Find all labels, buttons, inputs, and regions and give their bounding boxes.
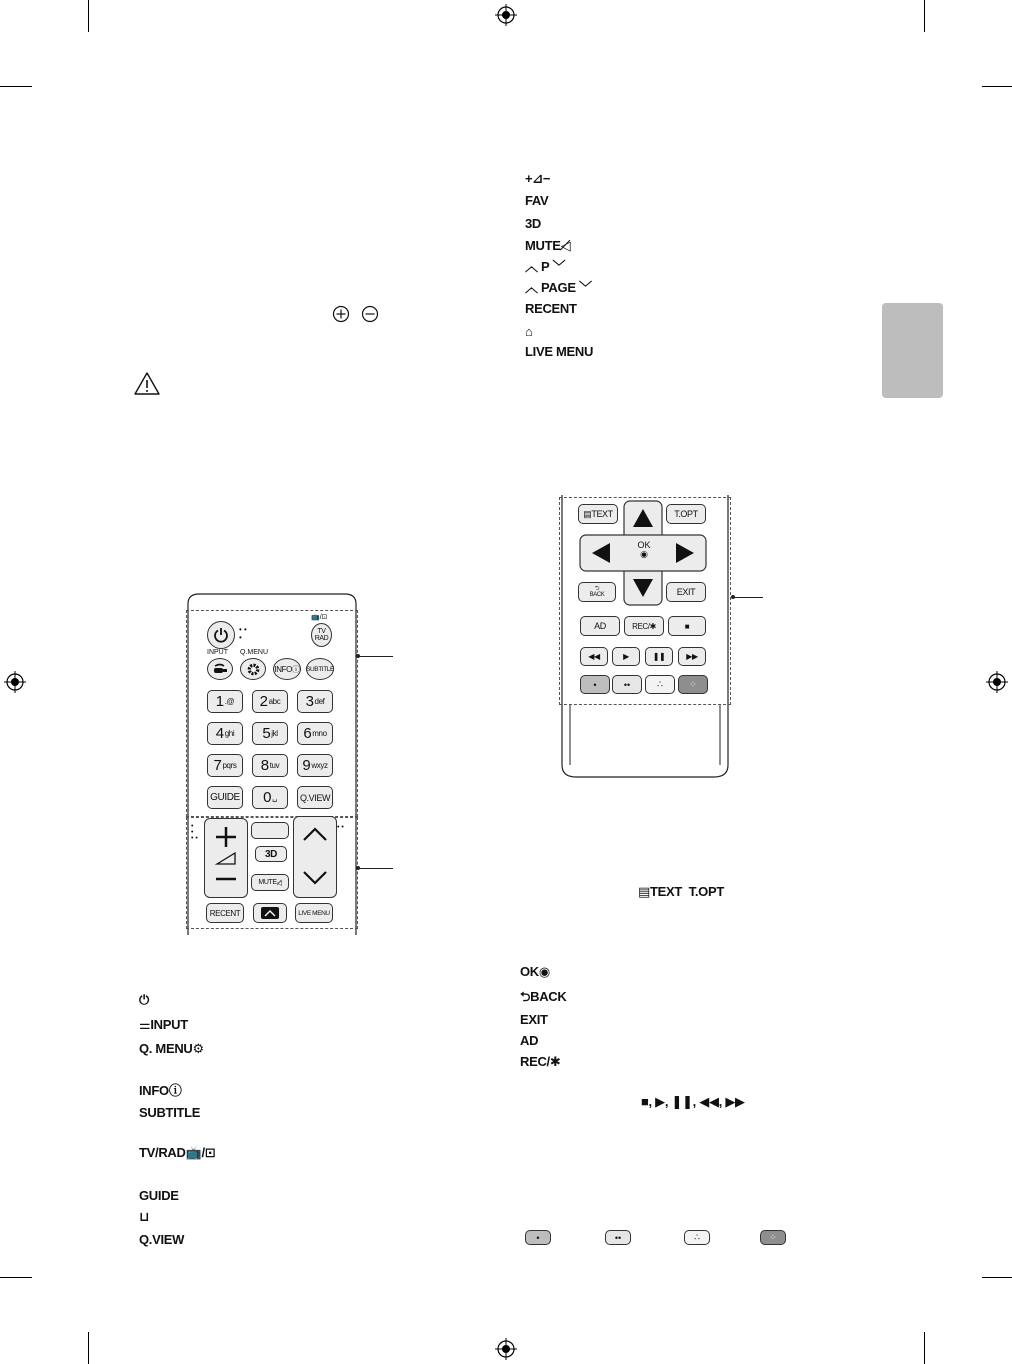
- ok-icon: ◉: [640, 549, 648, 559]
- zero-digit: 0: [263, 789, 272, 806]
- warning-triangle-icon: [133, 371, 161, 396]
- digit-label: 5: [262, 725, 271, 742]
- color-key-icon-3: [684, 1230, 710, 1245]
- key-label: OK: [520, 964, 539, 979]
- key-list-item: [525, 344, 593, 360]
- language-tab: [882, 303, 943, 398]
- crop-mark: [982, 86, 1012, 87]
- color-key-2[interactable]: [612, 675, 642, 694]
- key-list-item: [525, 216, 541, 232]
- key-label: RECENT: [525, 301, 577, 316]
- key-label: EXIT: [520, 1012, 548, 1027]
- home-icon: [260, 906, 280, 920]
- key-list-item: [525, 238, 570, 254]
- space-icon: ␣: [272, 793, 277, 802]
- key-list-item: [139, 992, 149, 1008]
- key-list-item: [139, 1083, 182, 1099]
- qmenu-button[interactable]: [240, 658, 266, 680]
- callout-dot: [731, 595, 735, 599]
- key-list-item: [520, 964, 550, 980]
- key-label: GUIDE: [139, 1188, 179, 1203]
- text-button[interactable]: ▤ TEXT: [578, 504, 618, 524]
- key-label: BACK: [530, 989, 567, 1004]
- key-list-item: [525, 171, 550, 187]
- key-list-item: [525, 301, 577, 317]
- color-key-4-icon: ⁘: [689, 679, 697, 689]
- key-label: +⊿−: [525, 171, 551, 186]
- digit-label: 8: [260, 757, 269, 774]
- back-button[interactable]: [578, 582, 616, 602]
- info-label: INFO: [274, 664, 292, 674]
- volume-icon: [208, 823, 244, 893]
- key-list-item: [520, 1054, 560, 1070]
- digit-button[interactable]: [252, 754, 288, 777]
- digit-button[interactable]: [207, 690, 243, 713]
- qmenu-caption: Q.MENU: [240, 649, 268, 656]
- channel-up-down-icon: [300, 822, 330, 892]
- key-label: FAV: [525, 193, 549, 208]
- volume-button[interactable]: [204, 818, 248, 898]
- text-label: TEXT: [591, 509, 613, 519]
- key-list-item: [525, 324, 533, 340]
- registration-mark-icon: [4, 671, 26, 693]
- color-key-3-icon: ∴: [694, 1232, 700, 1242]
- qview-button[interactable]: Q.VIEW: [297, 786, 333, 809]
- recent-button[interactable]: RECENT: [206, 903, 244, 923]
- crop-mark: [982, 1277, 1012, 1278]
- ok-icon: ◉: [538, 964, 550, 979]
- back-icon: ⮌: [520, 989, 531, 1004]
- tv-radio-icon: 📺/⊡: [311, 614, 328, 621]
- digit-button[interactable]: [297, 754, 333, 777]
- live-menu-button[interactable]: LIVE MENU: [295, 903, 333, 923]
- color-key-1-icon: •: [593, 679, 597, 690]
- power-icon: ⏻: [139, 992, 149, 1007]
- topt-button[interactable]: T.OPT: [666, 504, 706, 524]
- callout-line: [358, 656, 393, 657]
- digit-letters: tuv: [269, 761, 280, 770]
- ok-button[interactable]: [634, 541, 654, 559]
- key-list-item: [520, 1033, 538, 1049]
- text-topt-keys: ▤TEXT T.OPT: [638, 884, 724, 899]
- tv-rad-button[interactable]: TV RAD: [311, 623, 332, 647]
- rewind-button[interactable]: [580, 647, 608, 666]
- crop-mark: [924, 1332, 925, 1364]
- fast-forward-button[interactable]: [678, 647, 706, 666]
- dot-marks: • • • •: [191, 823, 198, 842]
- digit-button[interactable]: [252, 722, 288, 745]
- digit-letters: wxyz: [311, 761, 328, 770]
- input-icon: ⚌: [139, 1017, 151, 1032]
- info-button[interactable]: INFO ⓘ: [273, 658, 301, 680]
- key-list-item: [525, 259, 565, 275]
- rec-button[interactable]: REC/✱: [624, 616, 664, 636]
- key-list-item: [139, 1188, 179, 1204]
- key-label: LIVE MENU: [525, 344, 594, 359]
- home-button[interactable]: [253, 903, 287, 923]
- key-label: MUTE: [525, 238, 561, 253]
- mute-icon: ◁̸: [276, 879, 282, 887]
- key-list-item: [139, 1232, 184, 1248]
- playback-keys: ■, ▶, ❚❚, ◀◀, ▶▶: [641, 1094, 745, 1109]
- home-icon: ⌂: [525, 324, 533, 339]
- input-icon: [212, 663, 228, 675]
- chevron-up-icon: ︿: [525, 280, 542, 295]
- exit-button[interactable]: EXIT: [666, 582, 706, 602]
- key-label: Q. MENU: [139, 1041, 193, 1056]
- callout-line: [733, 597, 763, 598]
- digit-label: 1: [215, 693, 224, 710]
- digit-letters: jkl: [271, 729, 278, 738]
- digit-label: 3: [305, 693, 314, 710]
- color-key-icon-4: [760, 1230, 786, 1245]
- crop-mark: [88, 0, 89, 32]
- digit-label: 7: [213, 757, 222, 774]
- ok-label: OK: [637, 540, 651, 550]
- digit-letters: ghi: [224, 729, 235, 738]
- chevron-up-icon: ︿: [525, 259, 542, 274]
- key-label: SUBTITLE: [139, 1105, 201, 1120]
- key-list-item: [520, 989, 566, 1005]
- gear-icon: [246, 662, 261, 677]
- crop-mark: [88, 1332, 89, 1364]
- color-key-2-icon: ••: [623, 679, 631, 690]
- key-label: P: [541, 259, 550, 274]
- ad-button[interactable]: AD: [580, 616, 620, 636]
- key-label: PAGE: [541, 280, 576, 295]
- color-key-icon-1: [525, 1230, 551, 1245]
- key-list-item: [139, 1145, 215, 1161]
- key-label: Q.VIEW: [139, 1232, 185, 1247]
- key-list-item: [139, 1209, 149, 1225]
- stop-button[interactable]: [668, 616, 706, 636]
- digit-letters: mno: [312, 729, 327, 738]
- input-button[interactable]: [207, 658, 233, 680]
- space-icon: ⊔: [139, 1209, 150, 1224]
- color-key-icon-2: [605, 1230, 631, 1245]
- dot-marks: • • •: [239, 625, 247, 642]
- minus-circle-icon: [361, 305, 379, 323]
- registration-mark-icon: [495, 1338, 517, 1360]
- pause-icon: ❚❚: [652, 652, 666, 661]
- tv-radio-icon: 📺/⊡: [185, 1145, 216, 1160]
- gear-icon: ⚙: [192, 1041, 204, 1056]
- color-key-3-icon: ∴: [657, 679, 663, 689]
- subtitle-button[interactable]: SUBTITLE: [306, 658, 334, 680]
- fav-button[interactable]: [251, 822, 289, 839]
- key-list-item: [525, 193, 548, 209]
- input-caption: INPUT: [207, 649, 228, 656]
- digit-letters: .@: [224, 697, 235, 706]
- topt-key-label: T.OPT: [688, 884, 724, 899]
- color-key-3[interactable]: [645, 675, 675, 694]
- text-key-label: TEXT: [649, 884, 683, 899]
- callout-dot: [356, 866, 360, 870]
- key-list-item: [525, 280, 592, 296]
- key-list-item: [139, 1041, 204, 1057]
- back-label: BACK: [589, 592, 605, 598]
- color-key-1[interactable]: [580, 675, 610, 694]
- crop-mark: [924, 0, 925, 32]
- digit-label: 6: [303, 725, 312, 742]
- digit-button[interactable]: [297, 690, 333, 713]
- rewind-icon: ◀◀: [588, 652, 600, 661]
- callout-dot: [356, 654, 360, 658]
- plus-circle-icon: [332, 305, 350, 323]
- power-button[interactable]: [207, 621, 235, 649]
- mute-label: MUTE: [258, 879, 277, 886]
- mute-icon: ◁̸: [560, 238, 571, 253]
- power-icon: [213, 627, 229, 643]
- dot-marks: • •: [337, 824, 344, 831]
- key-list-item: [520, 1012, 548, 1028]
- key-list-item: [139, 1017, 188, 1033]
- 3d-button[interactable]: 3D: [255, 846, 287, 862]
- play-button[interactable]: [612, 647, 640, 666]
- color-key-2-icon: ••: [614, 1232, 622, 1243]
- crop-mark: [0, 86, 32, 87]
- channel-button[interactable]: [293, 816, 337, 898]
- registration-mark-icon: [986, 671, 1008, 693]
- key-label: AD: [520, 1033, 539, 1048]
- digit-letters: def: [314, 697, 325, 706]
- key-label: REC/✱: [520, 1054, 561, 1069]
- fast-forward-icon: ▶▶: [686, 652, 698, 661]
- key-label: INPUT: [150, 1017, 188, 1032]
- stop-icon: ■: [684, 621, 690, 631]
- registration-mark-icon: [495, 4, 517, 26]
- digit-label: 2: [259, 693, 268, 710]
- callout-line: [358, 868, 393, 869]
- crop-mark: [0, 1277, 32, 1278]
- key-label: INFO: [139, 1083, 169, 1098]
- pause-button[interactable]: [645, 647, 673, 666]
- color-key-4[interactable]: [678, 675, 708, 694]
- zero-button[interactable]: [252, 786, 288, 809]
- chevron-down-icon: ﹀: [549, 259, 566, 274]
- key-label: TV/RAD: [139, 1145, 186, 1160]
- digit-letters: pqrs: [222, 761, 237, 770]
- digit-letters: abc: [268, 697, 281, 706]
- digit-label: 9: [302, 757, 311, 774]
- color-key-1-icon: •: [536, 1232, 540, 1243]
- back-icon: ⮌: [594, 586, 600, 592]
- key-label: 3D: [525, 216, 542, 231]
- digit-button[interactable]: [297, 722, 333, 745]
- info-icon: ⓘ: [168, 1083, 182, 1098]
- play-icon: ▶: [623, 652, 629, 661]
- digit-button[interactable]: [252, 690, 288, 713]
- digit-button[interactable]: [207, 722, 243, 745]
- digit-label: 4: [215, 725, 224, 742]
- color-key-4-icon: ⁘: [769, 1232, 777, 1242]
- mute-button[interactable]: [251, 874, 289, 891]
- digit-button[interactable]: [207, 754, 243, 777]
- chevron-down-icon: ﹀: [575, 280, 592, 295]
- guide-button[interactable]: GUIDE: [207, 786, 243, 809]
- remote-lower-illustration: [556, 495, 734, 780]
- key-list-item: [139, 1105, 200, 1121]
